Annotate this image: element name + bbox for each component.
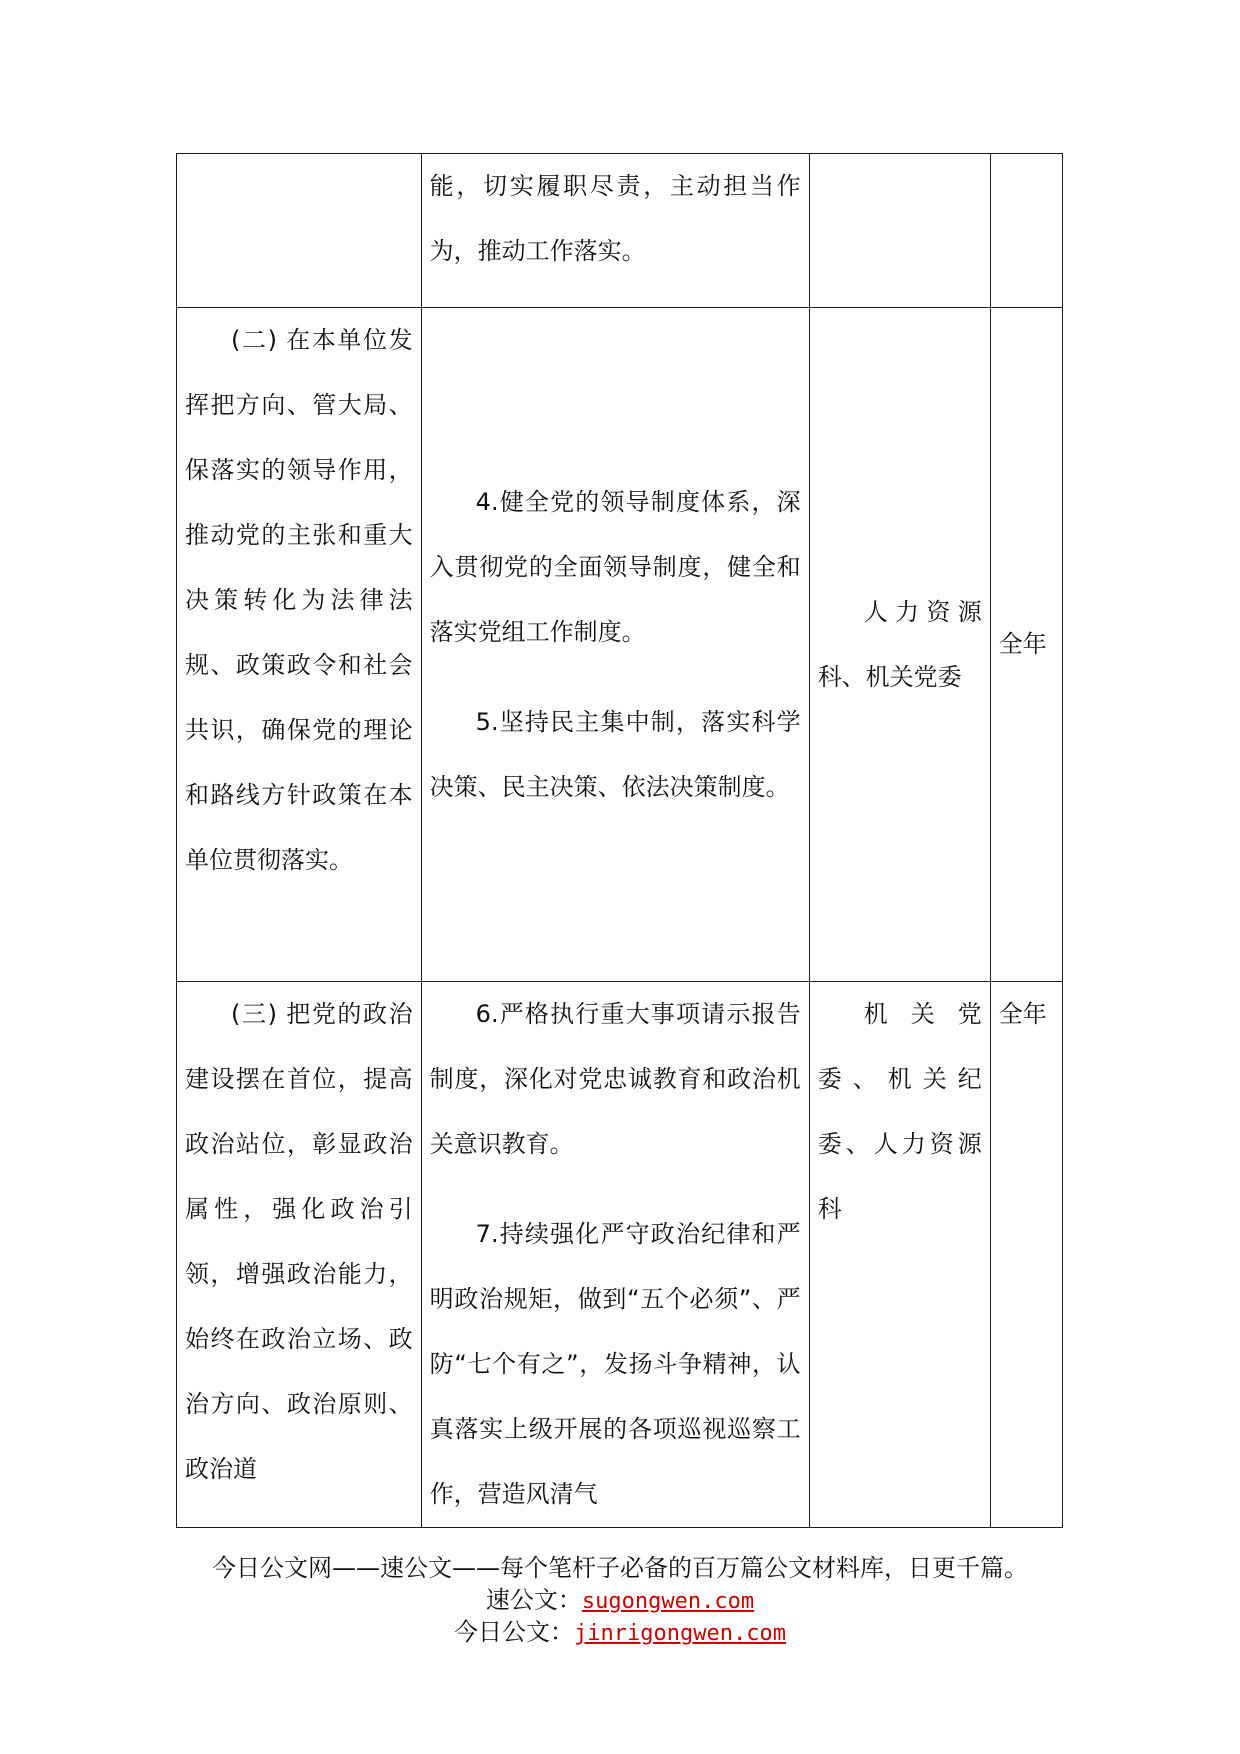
measures-block xyxy=(430,308,801,981)
task-text: (三) 把党的政治建设摆在首位，提高政治站位，彰显政治属性，强化政治引领，增强政治能力，始终在政治立场、政治方向、政治原则、政治道 xyxy=(185,1000,413,1483)
footer-slogan-text: 今日公文网——速公文——每个笔杆子必备的百万篇公文材料库，日更千篇。 xyxy=(212,1554,1028,1582)
timeline-text: 全年 xyxy=(998,630,1047,658)
department-text: 机关党委、机关纪委、人力资源科 xyxy=(817,1000,982,1223)
measures-text: 能，切实履职尽责，主动担当作为，推动工作落实。 xyxy=(429,172,801,265)
department-text: 人力资源科、机关党委 xyxy=(817,597,982,691)
table-cell-task xyxy=(177,154,422,308)
table-cell-task xyxy=(177,308,422,982)
footer-slogan xyxy=(0,1548,1240,1583)
work-plan-table xyxy=(176,153,1063,1528)
timeline-block xyxy=(999,308,1054,981)
footer-link-row xyxy=(0,1580,1240,1615)
measure-item: 7.持续强化严守政治纪律和严明政治规矩，做到“五个必须”、严防“七个有之”，发扬斗争精神，认真落实上级开展的各项巡视巡察工作，营造风清气 xyxy=(429,1220,801,1508)
table-cell-timeline xyxy=(990,154,1062,308)
measure-item: 4.健全党的领导制度体系，深入贯彻党的全面领导制度，健全和落实党组工作制度。 xyxy=(429,487,801,646)
table-row xyxy=(177,308,1063,982)
table-cell-timeline xyxy=(990,982,1062,1528)
task-text: (二) 在本单位发挥把方向、管大局、保落实的领导作用，推动党的主张和重大决策转化为法律法规、政策政令和社会共识，确保党的理论和路线方针政策在本单位贯彻落实。 xyxy=(185,326,413,874)
measure-item: 6.严格执行重大事项请示报告制度，深化对党忠诚教育和政治机关意识教育。 xyxy=(429,1000,801,1158)
sugongwen-link[interactable]: sugongwen.com xyxy=(581,1589,755,1614)
table-cell-timeline xyxy=(990,308,1062,982)
footer-link-label: 今日公文： xyxy=(454,1618,575,1646)
table-row xyxy=(177,154,1063,308)
footer-link-label: 速公文： xyxy=(485,1586,582,1614)
table-cell-department xyxy=(809,308,990,982)
table-cell-measures xyxy=(421,154,809,308)
table-cell-measures xyxy=(421,982,809,1528)
table-cell-measures xyxy=(421,308,809,982)
table-cell-department xyxy=(809,154,990,308)
jinrigongwen-link[interactable]: jinrigongwen.com xyxy=(574,1621,786,1646)
table-row xyxy=(177,982,1063,1528)
timeline-text: 全年 xyxy=(998,1000,1047,1028)
footer-link-row xyxy=(0,1612,1240,1647)
measure-item: 5.坚持民主集中制，落实科学决策、民主决策、依法决策制度。 xyxy=(429,707,801,801)
table-cell-department xyxy=(809,982,990,1528)
department-block xyxy=(818,308,982,981)
table-cell-task xyxy=(177,982,422,1528)
